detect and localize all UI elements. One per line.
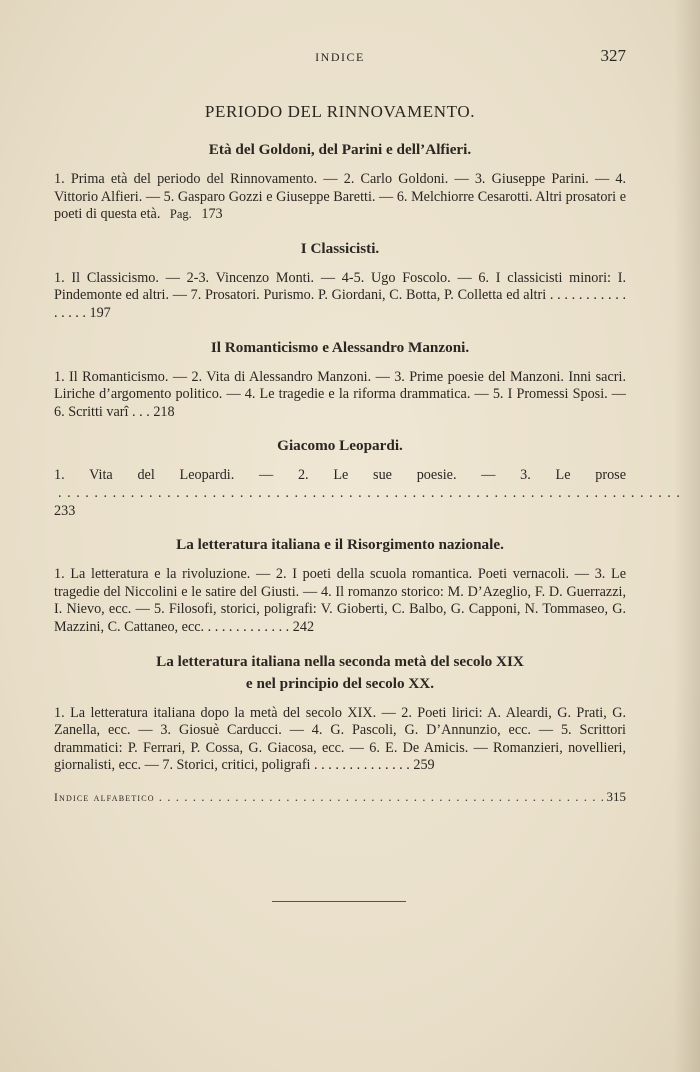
entry-text: 1. Vita del Leopardi. — 2. Le sue poesie. — 3. Le prose [54, 467, 626, 484]
toc-section [54, 534, 626, 636]
table-of-contents [54, 102, 626, 805]
dot-leader: . . . . . . . . . . . . [207, 618, 293, 635]
dot-leader [58, 485, 681, 501]
section-entry [54, 467, 626, 520]
section-entry [54, 270, 626, 323]
section-title: Età del Goldoni, del Parini e dell’Alfieri. [208, 141, 472, 158]
section-entry [54, 705, 626, 775]
section-title: I Classicisti. [300, 239, 380, 257]
section-title-continued: e nel principio del secolo XX. [245, 674, 435, 692]
page-header [54, 46, 626, 70]
entry-page-number: 233 [54, 502, 76, 519]
page-edge-shadow [674, 0, 700, 1072]
entry-page-number: 173 [201, 206, 223, 223]
toc-section [54, 337, 626, 422]
entry-page-number: 218 [153, 403, 175, 420]
toc-section [54, 139, 626, 224]
alphabetical-index-entry [54, 789, 626, 805]
section-entry [54, 566, 626, 636]
entry-text: 1. Il Classicismo. — 2-3. Vincenzo Monti. — 4-5. Ugo Foscolo. — 6. I classicisti minori: I. Pindemonte ed altri. — 7. Prosatori. Purismo. P. Giordani, C. Botta, P. Colletta ed altri [54, 269, 626, 304]
entry-page-number: 259 [413, 757, 435, 774]
entry-text: 1. La letteratura italiana dopo la metà del secolo XIX. — 2. Poeti lirici: A. Aleardi, G. Prati, G. Zanella, ecc. — 3. Giosuè Carducci. — 4. G. Pascoli, G. D’Annunzio, ecc. — 5. Scrittori drammatici: P. Ferrari, P. Cossa, G. Giacosa, ecc. — 6. E. De Amicis. — Romanzieri, novellieri, giornalisti, ecc. — 7. Storici, critici, poligrafi [54, 704, 626, 774]
running-head: INDICE [315, 50, 365, 64]
section-entry [54, 369, 626, 422]
entry-page-number: 197 [89, 304, 111, 321]
entry-page-number: 315 [606, 788, 626, 804]
closing-rule [272, 901, 406, 902]
part-title: PERIODO DEL RINNOVAMENTO. [204, 102, 476, 121]
toc-section [54, 435, 626, 520]
dot-leader [159, 789, 603, 805]
toc-section [54, 238, 626, 323]
entry-text: 1. La letteratura e la rivoluzione. — 2. I poeti della scuola romantica. Poeti vernacoli. — 3. Le tragedie del Niccolini e le satire del Giusti. — 4. Il romanzo storico: M. D’Azeglio, F. D. Guerrazzi, I. Nievo, ecc. — 5. Filosofi, storici, poligrafi: V. Gioberti, C. Balbo, G. Capponi, N. Tommaseo, G. Mazzini, C. Cattaneo, ecc. [54, 566, 626, 635]
toc-section [54, 651, 626, 775]
index-label: Indice alfabetico [54, 790, 155, 804]
dot-leader: . . . . . . . . . . . . . . [314, 757, 414, 774]
section-title: La letteratura italiana nella seconda metà del secolo XIX [156, 652, 524, 670]
section-title: La letteratura italiana e il Risorgimento nazionale. [176, 536, 504, 554]
page-number: 327 [600, 46, 626, 65]
entry-page-number: 242 [292, 618, 315, 635]
section-title: Il Romanticismo e Alessandro Manzoni. [210, 338, 470, 356]
dot-leader: . . . . . . . . . . . . . . . . [54, 287, 627, 321]
entry-text: 1. Prima età del periodo del Rinnovamento. — 2. Carlo Goldoni. — 3. Giuseppe Parini. — 4. Vittorio Alfieri. — 5. Gasparo Gozzi e Giuseppe Baretti. — 6. Melchiorre Cesarotti. Altri prosatori e poeti di questa età. [54, 171, 626, 223]
dot-leader: . . . [132, 403, 154, 420]
page-label: Pag. [169, 207, 192, 222]
section-entry [54, 171, 626, 224]
section-title: Giacomo Leopardi. [277, 437, 403, 455]
entry-text: 1. Il Romanticismo. — 2. Vita di Alessandro Manzoni. — 3. Prime poesie del Manzoni. Inni sacri. Liriche d’argomento politico. — 4. Le tragedie e la riforma drammatica. — 5. I Promessi Sposi. — 6. Scritti varî [54, 368, 626, 420]
